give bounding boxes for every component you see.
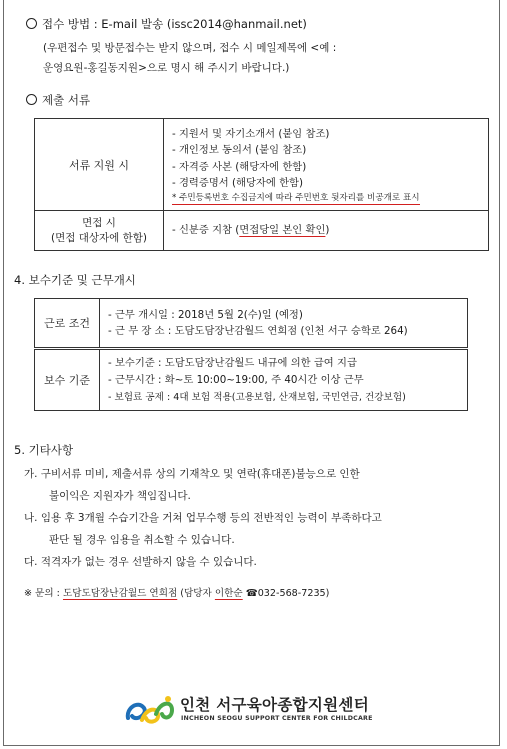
pay-row1-content [100,299,468,349]
misc-item-b-cont: 판단 될 경우 임용을 취소할 수 있습니다. [49,534,235,546]
documents-table [34,118,489,251]
contact-phone: ☎032-568-7235) [242,588,330,599]
pay-row2-item: - 보험료 공제 : 4대 보험 적용(고용보험, 산재보험, 국민연금, 건강보험) [108,391,406,403]
id-check-highlight: 면접당일 본인 확인 [239,224,326,237]
documents-row2-label [35,211,164,251]
documents-row1-item: - 자격증 사본 (해당자에 한함) [172,160,307,173]
circle-bullet-icon [26,18,37,29]
misc-item-a-cont: 불이익은 지원자가 책임집니다. [49,490,191,502]
documents-row2-content [164,211,489,251]
submission-note-line2: 운영요원-홍길동지원>으로 명시 해 주시기 바랍니다.) [43,62,290,74]
pay-heading: 4. 보수기준 및 근무개시 [14,273,136,287]
misc-item-c: 다. 적격자가 없는 경우 선발하지 않을 수 있습니다. [24,556,257,568]
center-logo-name-en: INCHEON SEOGU SUPPORT CENTER FOR CHILDCARE [181,715,373,722]
id-card-suffix: ) [325,224,330,237]
contact-place: 도담도담장난감월드 연희점 [62,588,178,599]
submission-note-line1: (우편접수 및 방문접수는 받지 않으며, 접수 시 메일제목에 <예 : [43,42,337,54]
pay-row2-item: - 근무시간 : 화~토 10:00~19:00, 주 40시간 이상 근무 [108,373,364,386]
documents-row2-label-line1: 면접 시 [82,216,116,229]
misc-item-b: 나. 임용 후 3개월 수습기간을 거쳐 업무수행 등의 전반적인 능력이 부족하다고 [24,512,382,524]
contact-prefix: ※ 문의 : [24,588,63,599]
pay-row1-label: 근로 조건 [35,299,100,349]
submission-method-text: 접수 방법 : E-mail 발송 (issc2014@hanmail.net) [42,17,307,31]
contact-line [24,585,329,599]
pay-row1-item: - 근 무 장 소 : 도담도담장난감월드 연희점 (인천 서구 승학로 264) [108,325,408,337]
circle-bullet-icon [26,94,37,105]
pay-row1-item: - 근무 개시일 : 2018년 5월 2(수)일 (예정) [108,308,303,321]
pay-row2-item: - 보수기준 : 도담도담장난감월드 내규에 의한 급여 지급 [108,356,357,369]
misc-heading: 5. 기타사항 [14,443,74,457]
documents-row1-content [164,119,489,211]
id-card-prefix: - 신분증 지참 ( [172,224,240,237]
pay-table [34,298,468,411]
pay-row2-label: 보수 기준 [35,349,100,411]
center-logo [124,690,424,734]
contact-person: 이한순 [214,588,243,599]
documents-row1-item: - 지원서 및 자기소개서 (붙임 참조) [172,128,330,141]
resident-number-note: * 주민등록번호 수집금지에 따라 주민번호 뒷자리를 비공개로 표시 [172,192,420,203]
document-page [3,0,500,746]
documents-heading-text: 제출 서류 [42,93,91,107]
center-logo-icon [124,694,176,726]
documents-row1-label: 서류 지원 시 [35,119,164,211]
pay-row2-content [100,349,468,411]
misc-item-a: 가. 구비서류 미비, 제출서류 상의 기재착오 및 연락(휴대폰)불능으로 인한 [24,468,360,480]
documents-row2-label-line2: (면접 대상자에 한함) [50,231,147,244]
documents-heading [26,92,90,108]
center-logo-name-ko: 인천 서구육아종합지원센터 [180,696,369,714]
documents-row1-item: - 개인정보 동의서 (붙임 참조) [172,144,307,157]
documents-row1-item: - 경력증명서 (해당자에 한함) [172,176,303,189]
contact-person-prefix: (담당자 [177,588,215,599]
submission-method [26,16,307,32]
